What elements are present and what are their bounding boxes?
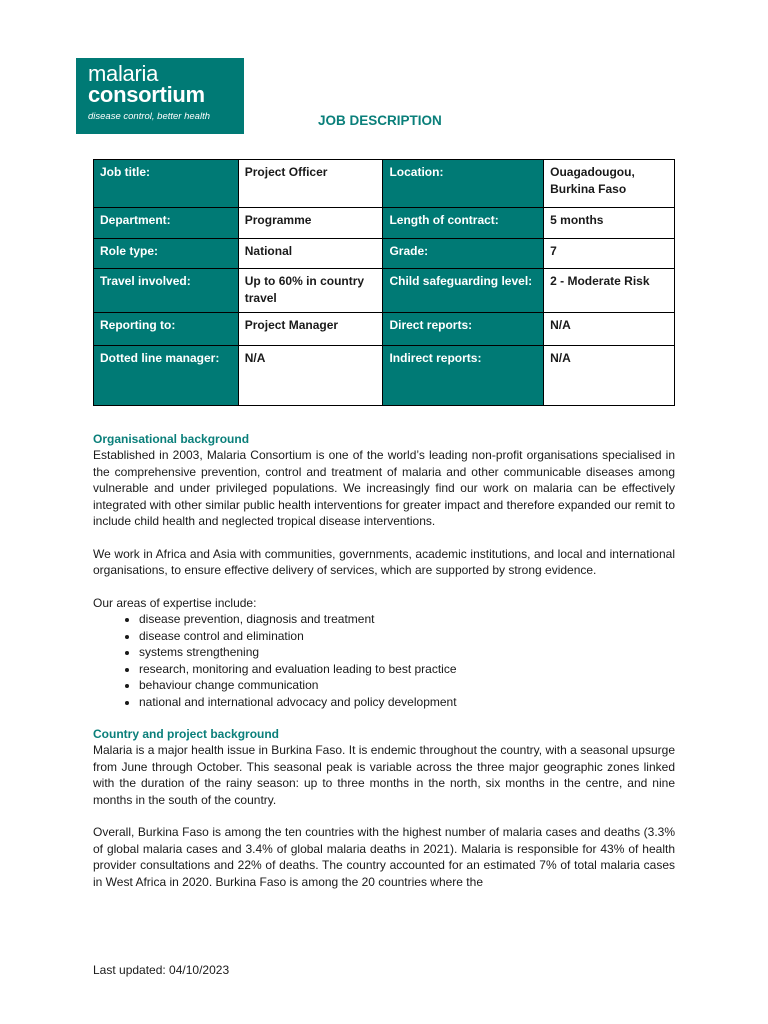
job-details-table xyxy=(93,159,675,406)
field-label: Grade: xyxy=(383,239,544,269)
list-item: • research, monitoring and evaluation leading to best practice xyxy=(139,661,675,678)
field-value: N/A xyxy=(544,346,675,406)
expertise-list xyxy=(93,611,675,710)
paragraph: Malaria is a major health issue in Burkina Faso. It is endemic throughout the country, with a seasonal upsurge from June through October. This seasonal peak is variable across the three major geographic zones linked with the duration of the rainy season: up to three months in the north, six months in the centre, and nine months in the south of the country. xyxy=(93,743,675,807)
table-row xyxy=(94,239,675,269)
field-value: Programme xyxy=(238,208,383,239)
field-label: Dotted line manager: xyxy=(94,346,239,406)
section-heading-organisational-background: Organisational background xyxy=(93,432,250,446)
field-label: Direct reports: xyxy=(383,313,544,346)
document-title: JOB DESCRIPTION xyxy=(318,113,442,128)
list-item: • systems strengthening xyxy=(139,644,675,661)
malaria-consortium-logo xyxy=(76,58,244,134)
field-label: Travel involved: xyxy=(94,269,239,313)
table-row xyxy=(94,208,675,239)
table-row xyxy=(94,269,675,313)
field-label: Department: xyxy=(94,208,239,239)
list-item: • disease prevention, diagnosis and treatment xyxy=(139,611,675,628)
last-updated: Last updated: 04/10/2023 xyxy=(93,963,230,977)
paragraph: We work in Africa and Asia with communities, governments, academic institutions, and local and international organisations, to ensure effective delivery of services, which are supported by strong evidence. xyxy=(93,546,675,577)
paragraph: Established in 2003, Malaria Consortium is one of the world’s leading non-profit organisations specialised in the comprehensive prevention, control and treatment of malaria and other communicable diseases among vulnerable and under privileged populations. We increasingly find our work on malaria can be effectively integrated with other similar public health interventions for greater impact and therefore expanded our remit to include child health and neglected tropical disease interventions. xyxy=(93,448,675,528)
document-body xyxy=(93,431,675,890)
field-value: 5 months xyxy=(544,208,675,239)
logo-word-consortium: consortium xyxy=(88,82,205,107)
expertise-intro: Our areas of expertise include: xyxy=(93,595,257,610)
table-row xyxy=(94,346,675,406)
field-value: N/A xyxy=(238,346,383,406)
field-label: Child safeguarding level: xyxy=(383,269,544,313)
field-label: Indirect reports: xyxy=(383,346,544,406)
field-label: Role type: xyxy=(94,239,239,269)
field-label: Job title: xyxy=(94,160,239,208)
field-value: N/A xyxy=(544,313,675,346)
list-item: • behaviour change communication xyxy=(139,677,675,694)
field-value: Project Manager xyxy=(238,313,383,346)
list-item: • disease control and elimination xyxy=(139,628,675,645)
paragraph: Overall, Burkina Faso is among the ten countries with the highest number of malaria cases and deaths (3.3% of global malaria cases and 3.4% of global malaria deaths in 2021). Malaria is responsible for 43% of health provider consultations and 22% of deaths. The country accounted for an estimated 7% of total malaria cases in West Africa in 2020. Burkina Faso is among the 20 countries where the xyxy=(93,825,675,889)
field-value: National xyxy=(238,239,383,269)
logo-tagline: disease control, better health xyxy=(88,111,210,122)
field-label: Length of contract: xyxy=(383,208,544,239)
list-item: • national and international advocacy and policy development xyxy=(139,694,675,711)
field-value: 2 - Moderate Risk xyxy=(544,269,675,313)
field-value: Ouagadougou, Burkina Faso xyxy=(544,160,675,208)
logo-word-malaria: malaria xyxy=(88,61,159,86)
table-row xyxy=(94,313,675,346)
section-heading-country-background: Country and project background xyxy=(93,727,280,741)
field-value: Up to 60% in country travel xyxy=(238,269,383,313)
field-value: 7 xyxy=(544,239,675,269)
field-value: Project Officer xyxy=(238,160,383,208)
field-label: Location: xyxy=(383,160,544,208)
field-label: Reporting to: xyxy=(94,313,239,346)
table-row xyxy=(94,160,675,208)
